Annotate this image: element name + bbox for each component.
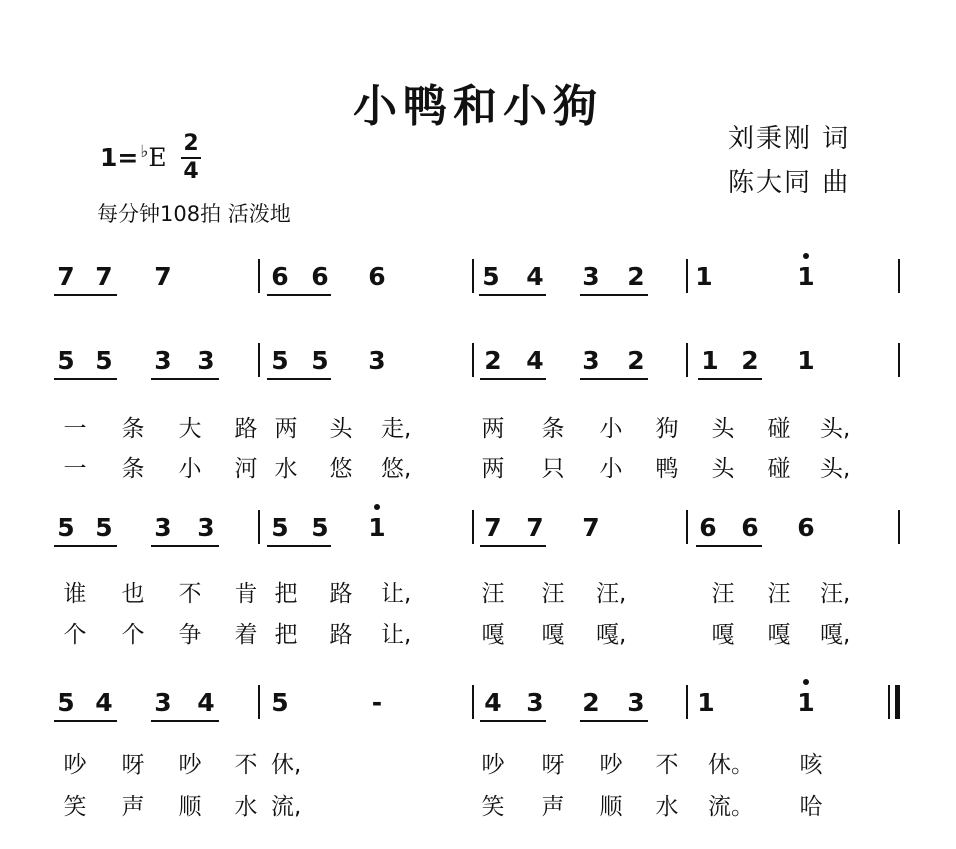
lyric-syllable: 让, [381, 622, 412, 648]
bar-line [895, 685, 900, 719]
lyric-syllable: 小 [599, 416, 623, 442]
lyric-syllable: 鸭 [655, 456, 679, 482]
key-signature [100, 143, 167, 172]
flat-sign: ♭ [140, 142, 149, 162]
note: 5 [95, 346, 113, 375]
note: 7 [154, 262, 172, 291]
lyric-syllable: 头 [711, 416, 735, 442]
note: 6 [368, 262, 386, 291]
lyric-syllable: 嘎 [481, 622, 505, 648]
lyric-syllable: 大 [178, 416, 202, 442]
lyric-syllable: 哈 [799, 794, 823, 820]
note: 6 [797, 513, 815, 542]
note: 3 [197, 513, 215, 542]
lyric-syllable: 不 [178, 581, 202, 607]
note: 4 [95, 688, 113, 717]
beam-underline [54, 378, 117, 380]
lyricist-credit: 刘秉刚 词 [728, 124, 851, 154]
lyric-syllable: 让, [381, 581, 412, 607]
lyric-syllable: 两 [274, 416, 298, 442]
lyric-syllable: 小 [599, 456, 623, 482]
beam-underline [151, 378, 219, 380]
note: 3 [197, 346, 215, 375]
note: 4 [526, 262, 544, 291]
note: 3 [368, 346, 386, 375]
note: 5 [95, 513, 113, 542]
lyric-syllable: 水 [655, 794, 679, 820]
lyric-syllable: 个 [121, 622, 145, 648]
note: 4 [197, 688, 215, 717]
lyric-syllable: 把 [274, 622, 298, 648]
beam-underline [479, 294, 546, 296]
lyric-syllable: 汪 [711, 581, 735, 607]
lyric-syllable: 休。 [708, 752, 754, 778]
beam-underline [580, 294, 648, 296]
lyric-syllable: 嘎, [820, 622, 851, 648]
lyric-syllable: 路 [329, 622, 353, 648]
lyric-syllable: 嘎 [711, 622, 735, 648]
note: 3 [154, 688, 172, 717]
bar-line [686, 343, 688, 377]
note: 5 [271, 688, 289, 717]
note: 5 [311, 346, 329, 375]
lyric-syllable: 路 [234, 416, 258, 442]
lyric-syllable: 着 [234, 622, 258, 648]
note: 7 [484, 513, 502, 542]
beam-underline [54, 294, 117, 296]
lyric-syllable: 头 [711, 456, 735, 482]
beam-underline [698, 378, 762, 380]
bar-line [686, 259, 688, 293]
lyric-syllable: 两 [481, 456, 505, 482]
lyric-syllable: 狗 [655, 416, 679, 442]
lyric-syllable: 条 [541, 416, 565, 442]
note: 3 [582, 262, 600, 291]
note: 2 [582, 688, 600, 717]
note: 1 [364, 513, 390, 542]
beam-underline [54, 545, 117, 547]
bar-line [888, 685, 890, 719]
key-prefix: 1= [100, 143, 139, 172]
tempo-marking: 每分钟108拍 活泼地 [97, 202, 291, 226]
lyric-syllable: 流。 [708, 794, 754, 820]
note: 3 [154, 513, 172, 542]
lyric-syllable: 汪, [820, 581, 851, 607]
note: 2 [627, 262, 645, 291]
bar-line [472, 343, 474, 377]
note: 6 [699, 513, 717, 542]
beam-underline [696, 545, 762, 547]
note: 7 [95, 262, 113, 291]
bar-line [898, 259, 900, 293]
time-signature [181, 133, 201, 183]
lyric-syllable: 走, [381, 416, 412, 442]
lyric-syllable: 不 [655, 752, 679, 778]
lyric-syllable: 吵 [599, 752, 623, 778]
note: 5 [482, 262, 500, 291]
lyric-syllable: 一 [63, 456, 87, 482]
high-octave-dot [803, 253, 809, 259]
lyric-syllable: 顺 [599, 794, 623, 820]
note: 5 [57, 688, 75, 717]
lyric-syllable: 顺 [178, 794, 202, 820]
beam-underline [580, 378, 648, 380]
lyric-syllable: 悠, [381, 456, 412, 482]
time-signature-top: 2 [183, 131, 199, 156]
lyric-syllable: 声 [121, 794, 145, 820]
note: 6 [741, 513, 759, 542]
lyric-syllable: 条 [121, 456, 145, 482]
song-title: 小鸭和小狗 [353, 81, 603, 132]
bar-line [472, 259, 474, 293]
lyric-syllable: 头, [820, 456, 851, 482]
bar-line [258, 510, 260, 544]
note: 2 [484, 346, 502, 375]
key-note: E [148, 143, 167, 172]
lyric-syllable: 嘎 [767, 622, 791, 648]
beam-underline [151, 545, 219, 547]
note: 3 [526, 688, 544, 717]
lyric-syllable: 咳 [799, 752, 823, 778]
lyric-syllable: 汪, [596, 581, 627, 607]
lyric-syllable: 个 [63, 622, 87, 648]
lyric-syllable: 头 [329, 416, 353, 442]
lyric-syllable: 一 [63, 416, 87, 442]
beam-underline [480, 545, 546, 547]
beam-underline [267, 294, 331, 296]
lyric-syllable: 小 [178, 456, 202, 482]
note: 3 [582, 346, 600, 375]
note: 4 [526, 346, 544, 375]
lyric-syllable: 吵 [481, 752, 505, 778]
lyric-syllable: 声 [541, 794, 565, 820]
note: 5 [57, 346, 75, 375]
beam-underline [267, 545, 331, 547]
lyric-syllable: 笑 [481, 794, 505, 820]
bar-line [258, 343, 260, 377]
lyric-syllable: 嘎, [596, 622, 627, 648]
note: 5 [271, 513, 289, 542]
lyric-syllable: 嘎 [541, 622, 565, 648]
lyric-syllable: 汪 [767, 581, 791, 607]
note: 1 [793, 688, 819, 717]
note: 5 [57, 513, 75, 542]
note: 1 [695, 262, 713, 291]
lyric-syllable: 只 [541, 456, 565, 482]
lyric-syllable: 碰 [767, 456, 791, 482]
note: 5 [311, 513, 329, 542]
lyric-syllable: 呀 [541, 752, 565, 778]
lyric-syllable: 谁 [63, 581, 87, 607]
bar-line [472, 510, 474, 544]
lyric-syllable: 碰 [767, 416, 791, 442]
bar-line [258, 259, 260, 293]
lyric-syllable: 笑 [63, 794, 87, 820]
note: 1 [797, 346, 815, 375]
note: 1 [697, 688, 715, 717]
lyric-syllable: 流, [271, 794, 302, 820]
lyric-syllable: 吵 [178, 752, 202, 778]
note: 5 [271, 346, 289, 375]
note: 7 [582, 513, 600, 542]
lyric-syllable: 路 [329, 581, 353, 607]
note: 6 [271, 262, 289, 291]
lyric-syllable: 吵 [63, 752, 87, 778]
lyric-syllable: 头, [820, 416, 851, 442]
lyric-syllable: 水 [274, 456, 298, 482]
lyric-syllable: 争 [178, 622, 202, 648]
lyric-syllable: 把 [274, 581, 298, 607]
note: 6 [311, 262, 329, 291]
lyric-syllable: 悠 [329, 456, 353, 482]
lyric-syllable: 水 [234, 794, 258, 820]
composer-credit: 陈大同 曲 [728, 168, 851, 198]
beam-underline [480, 378, 546, 380]
lyric-syllable: 两 [481, 416, 505, 442]
lyric-syllable: 呀 [121, 752, 145, 778]
note: 7 [57, 262, 75, 291]
lyric-syllable: 休, [271, 752, 302, 778]
lyric-syllable: 条 [121, 416, 145, 442]
beam-underline [54, 720, 117, 722]
time-signature-bottom: 4 [183, 159, 199, 184]
bar-line [686, 685, 688, 719]
lyric-syllable: 汪 [541, 581, 565, 607]
beam-underline [267, 378, 331, 380]
lyric-syllable: 不 [234, 752, 258, 778]
lyric-syllable: 肯 [234, 581, 258, 607]
beam-underline [580, 720, 648, 722]
lyric-syllable: 河 [234, 456, 258, 482]
lyric-syllable: 也 [121, 581, 145, 607]
bar-line [898, 343, 900, 377]
bar-line [898, 510, 900, 544]
bar-line [258, 685, 260, 719]
note: 3 [154, 346, 172, 375]
note: 7 [526, 513, 544, 542]
high-octave-dot [803, 679, 809, 685]
lyric-syllable: 汪 [481, 581, 505, 607]
note: - [371, 688, 383, 717]
note: 1 [793, 262, 819, 291]
bar-line [686, 510, 688, 544]
note: 1 [701, 346, 719, 375]
note: 2 [741, 346, 759, 375]
beam-underline [151, 720, 219, 722]
high-octave-dot [374, 504, 380, 510]
bar-line [472, 685, 474, 719]
beam-underline [480, 720, 546, 722]
note: 2 [627, 346, 645, 375]
note: 3 [627, 688, 645, 717]
note: 4 [484, 688, 502, 717]
